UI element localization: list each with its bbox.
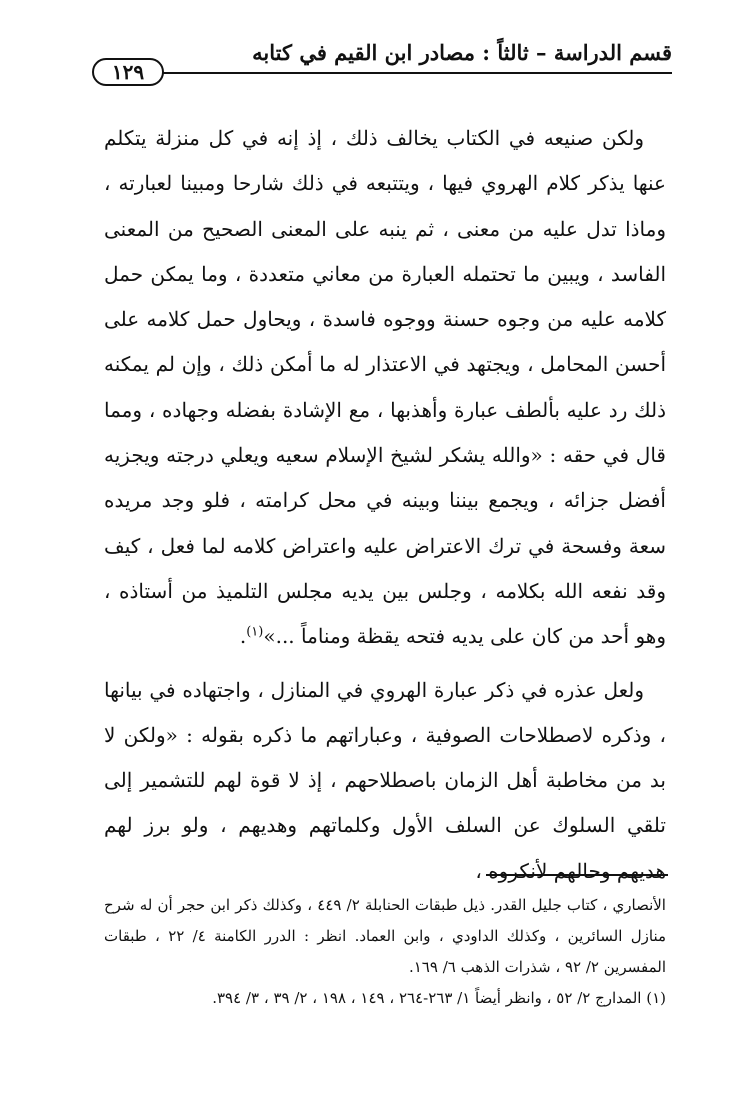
page-number: ١٢٩ <box>92 58 164 86</box>
header-rule <box>162 72 672 74</box>
paragraph-text: ولعل عذره في ذكر عبارة الهروي في المنازل ، واجتهاده في بيانها ، وذكره لاصطلاحات الصوفية ، وعباراتهم ما ذكره بقوله : «ولكن لا بد من مخاطبة أهل الزمان باصطلاحهم ، إذ لا قوة لهم للتشمير إلى تلقي السلوك عن السلف الأول وكلماتهم وهديهم ، ولو برز لهم هديهم وحالهم لأنكروه ، <box>104 677 666 883</box>
footnote-continuation: الأنصاري ، كتاب جليل القدر. ذيل طبقات الحنابلة ٢/ ٤٤٩ ، وكذلك ذكر ابن حجر أن له شرح منازل السائرين ، وكذلك الداودي ، وابن العماد. انظر : الدرر الكامنة ٤/ ٢٢ ، طبقات المفسرين ٢/ ٩٢ ، شذرات الذهب ٦/ ١٦٩. <box>104 896 666 976</box>
paragraph <box>104 668 666 894</box>
page-header <box>92 30 672 84</box>
footnote-divider <box>486 874 668 876</box>
running-title: قسم الدراسة – ثالثاً : مصادر ابن القيم في كتابه <box>252 40 672 65</box>
paragraph-end: . <box>239 624 247 649</box>
footnote-reference[interactable]: (١) <box>246 624 264 640</box>
footnote-1: (١) المدارج ٢/ ٥٢ ، وانظر أيضاً ١/ ٢٦٣-٢٦٤ ، ١٤٩ ، ١٩٨ ، ٢/ ٣٩ ، ٣/ ٣٩٤. <box>212 989 666 1007</box>
main-text <box>104 116 666 894</box>
footnotes <box>104 890 666 1014</box>
paragraph <box>104 116 666 660</box>
paragraph-text: ولكن صنيعه في الكتاب يخالف ذلك ، إذ إنه في كل منزلة يتكلم عنها يذكر كلام الهروي فيها ، ويتتبعه في ذلك شارحا ومبينا لعبارته ، وماذا تدل عليه من معنى ، ثم ينبه على المعنى الصحيح من المعنى الفاسد ، ويبين ما تحتمله العبارة من معاني متعددة ، وما يمكن حمل كلامه عليه من وجوه حسنة ووجوه فاسدة ، ويحاول حمل كلامه على أحسن المحامل ، ويجتهد في الاعتذار له ما أمكن ذلك ، وإن لم يمكنه ذلك رد عليه بألطف عبارة وأهذبها ، مع الإشادة بفضله وجهاده ، ومما قال في حقه : «والله يشكر لشيخ الإسلام سعيه ويعلي درجته ويجزيه أفضل جزائه ، ويجمع بيننا وبينه في محل كرامته ، فلو وجد مريده سعة وفسحة في ترك الاعتراض عليه واعتراض كلامه لما فعل ، كيف وقد نفعه الله بكلامه ، وجلس بين يديه مجلس التلميذ من أستاذه ، وهو أحد من كان على يديه فتحه يقظة ومناماً ...» <box>104 126 666 649</box>
